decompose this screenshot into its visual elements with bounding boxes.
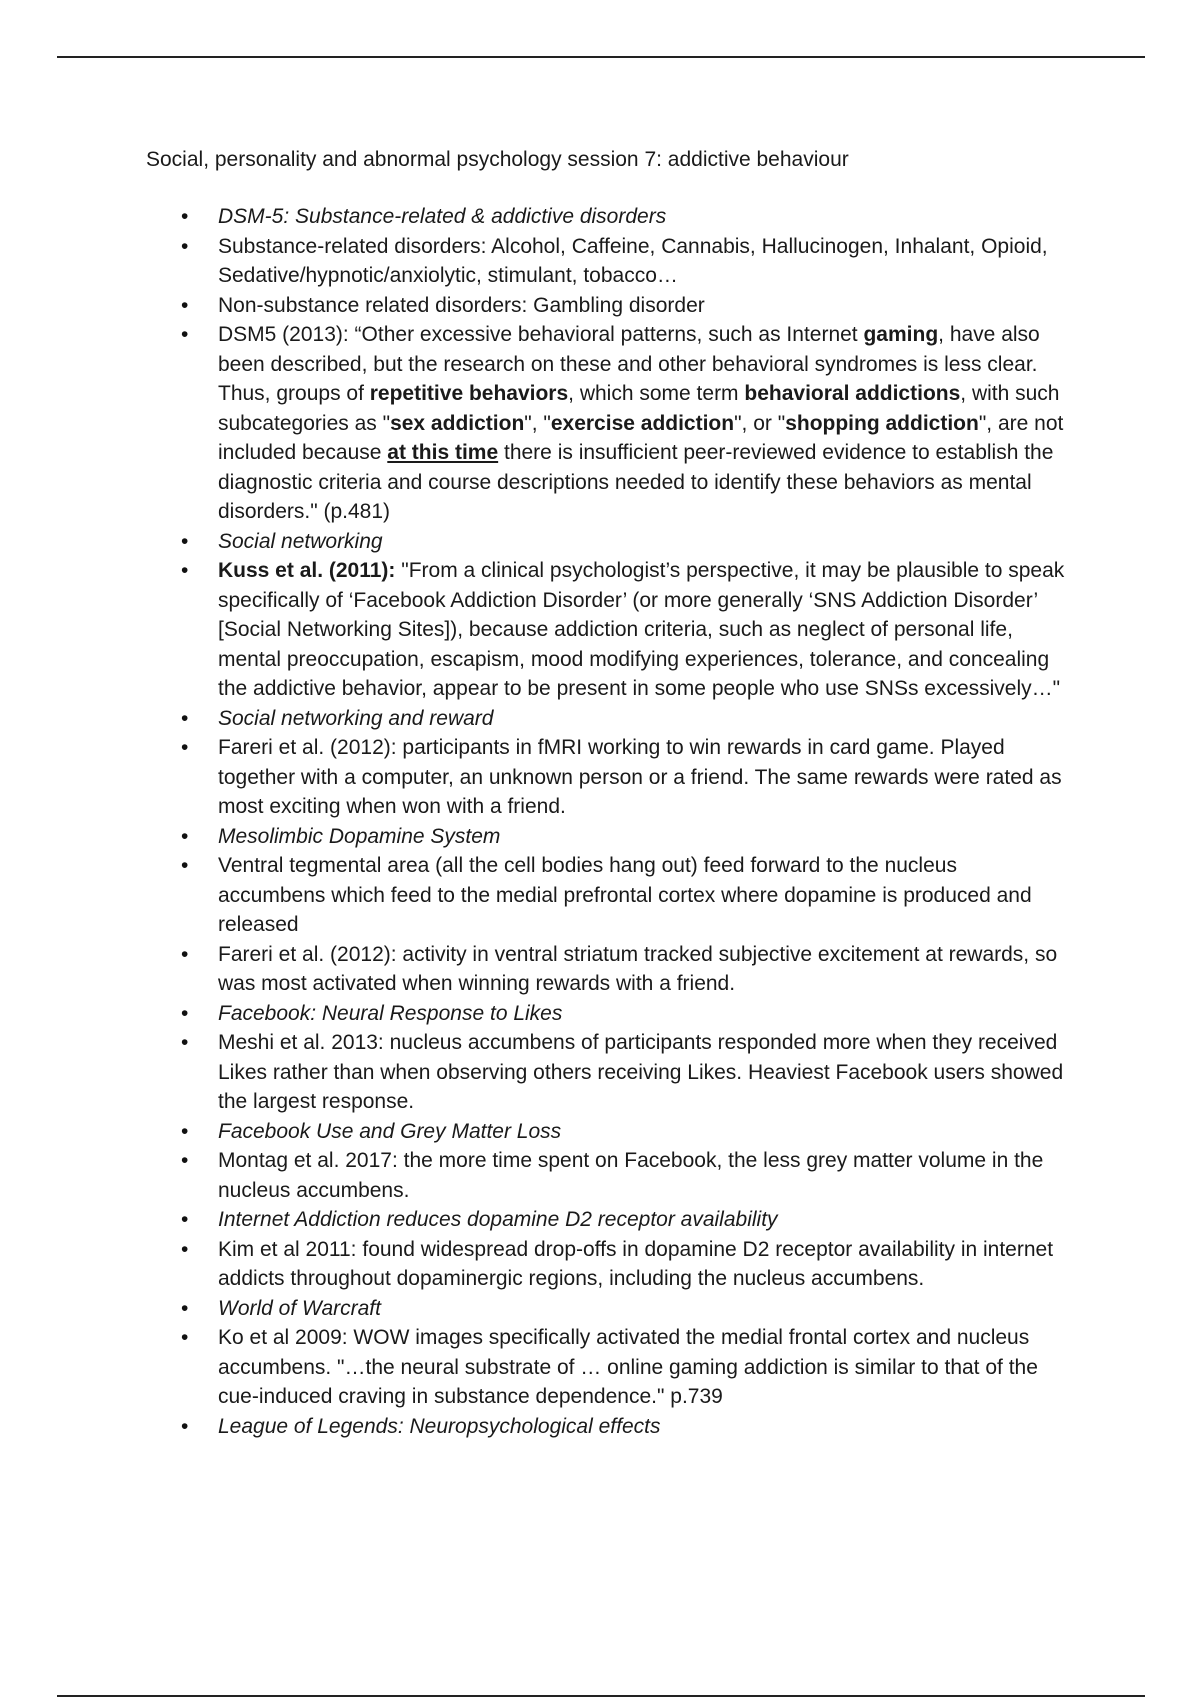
- item-text: Meshi et al. 2013: nucleus accumbens of participants responded more when they received Likes rather than when observing others receiving Likes. Heaviest Facebook users showed the largest response.: [218, 1031, 1064, 1113]
- notes-list: [146, 202, 1066, 1441]
- item-text: , with such subcategories as ": [218, 382, 1060, 435]
- emphasis-text: repetitive behaviors: [369, 382, 569, 405]
- section-heading-item: [146, 202, 1066, 232]
- item-text: DSM5 (2013): “Other excessive behavioral patterns, such as Internet: [218, 323, 864, 346]
- item-text: "From a clinical psychologist’s perspective, it may be plausible to speak specifically of ‘Facebook Addiction Disorder’ (or more generally ‘SNS Addiction Disorder’ [Social Networking Sites]), because addiction criteria, such as neglect of personal life, mental preoccupation, escapism, mood modifying experiences, tolerance, and concealing the addictive behavior, appear to be present in some people who use SNSs excessively…": [218, 559, 1065, 700]
- list-item: [146, 291, 1066, 321]
- section-heading-item: [146, 1117, 1066, 1147]
- list-item: [146, 320, 1066, 527]
- item-text: , have also been described, but the research on these and other behavioral syndromes is less clear. Thus, groups of: [218, 323, 1040, 405]
- list-item: [146, 1323, 1066, 1412]
- section-heading-item: [146, 999, 1066, 1029]
- item-text: Mesolimbic Dopamine System: [218, 824, 501, 848]
- header-rule: [57, 56, 1145, 58]
- list-item: [146, 1235, 1066, 1294]
- item-text: Ko et al 2009: WOW images specifically activated the medial frontal cortex and nucleus accumbens. "…the neural substrate of … online gaming addiction is similar to that of the cue-induced craving in substance dependence." p.739: [218, 1326, 1038, 1408]
- item-text: Fareri et al. (2012): activity in ventral striatum tracked subjective excitement at rewards, so was most activated when winning rewards with a friend.: [218, 942, 1058, 995]
- section-heading-item: [146, 1205, 1066, 1235]
- emphasis-text: exercise addiction: [550, 411, 735, 435]
- item-text: League of Legends: Neuropsychological effects: [218, 1414, 661, 1438]
- item-text: Social networking and reward: [218, 706, 494, 730]
- section-heading-item: [146, 1412, 1066, 1442]
- section-heading-item: [146, 1294, 1066, 1324]
- emphasis-text: shopping addiction: [785, 411, 979, 435]
- item-text: Ventral tegmental area (all the cell bodies hang out) feed forward to the nucleus accumbens which feed to the medial prefrontal cortex where dopamine is produced and released: [218, 854, 1032, 936]
- item-text: Social networking: [218, 529, 383, 553]
- item-text: Internet Addiction reduces dopamine D2 receptor availability: [218, 1208, 778, 1231]
- item-text: DSM-5: Substance-related & addictive disorders: [218, 205, 667, 228]
- list-item: [146, 940, 1066, 999]
- list-item: [146, 556, 1066, 704]
- list-item: [146, 1146, 1066, 1205]
- section-heading-item: [146, 822, 1066, 852]
- item-text: ", ": [524, 411, 551, 435]
- item-text: Non-substance related disorders: Gambling disorder: [218, 293, 705, 317]
- item-text: Kim et al 2011: found widespread drop-offs in dopamine D2 receptor availability in internet addicts throughout dopaminergic regions, including the nucleus accumbens.: [218, 1237, 1054, 1290]
- emphasis-text: at this time: [387, 441, 499, 464]
- item-text: , which some term: [568, 382, 745, 405]
- item-text: Facebook: Neural Response to Likes: [218, 1001, 563, 1025]
- item-text: Facebook Use and Grey Matter Loss: [218, 1119, 562, 1143]
- item-text: ", are not included because: [218, 411, 1064, 464]
- item-text: Substance-related disorders: Alcohol, Caffeine, Cannabis, Hallucinogen, Inhalant, Opioid, Sedative/hypnotic/anxiolytic, stimulant, tobacco…: [218, 234, 1048, 287]
- page-title: Social, personality and abnormal psychology session 7: addictive behaviour: [146, 148, 849, 171]
- emphasis-text: Kuss et al. (2011):: [218, 559, 396, 582]
- footer-rule: [57, 1695, 1145, 1697]
- item-text: Fareri et al. (2012): participants in fMRI working to win rewards in card game. Played together with a computer, an unknown person or a friend. The same rewards were rated as most exciting when won with a friend.: [218, 736, 1062, 818]
- section-heading-item: [146, 704, 1066, 734]
- list-item: [146, 851, 1066, 940]
- list-item: [146, 1028, 1066, 1117]
- item-text: there is insufficient peer-reviewed evidence to establish the diagnostic criteria and course descriptions needed to identify these behaviors as mental disorders." (p.481): [218, 441, 1054, 523]
- item-text: ", or ": [734, 411, 786, 435]
- emphasis-text: behavioral addictions: [744, 382, 961, 405]
- item-text: Montag et al. 2017: the more time spent on Facebook, the less grey matter volume in the nucleus accumbens.: [218, 1149, 1044, 1202]
- list-item: [146, 232, 1066, 291]
- emphasis-text: sex addiction: [390, 411, 525, 435]
- emphasis-text: gaming: [863, 323, 939, 346]
- section-heading-item: [146, 527, 1066, 557]
- list-item: [146, 733, 1066, 822]
- item-text: World of Warcraft: [218, 1296, 381, 1320]
